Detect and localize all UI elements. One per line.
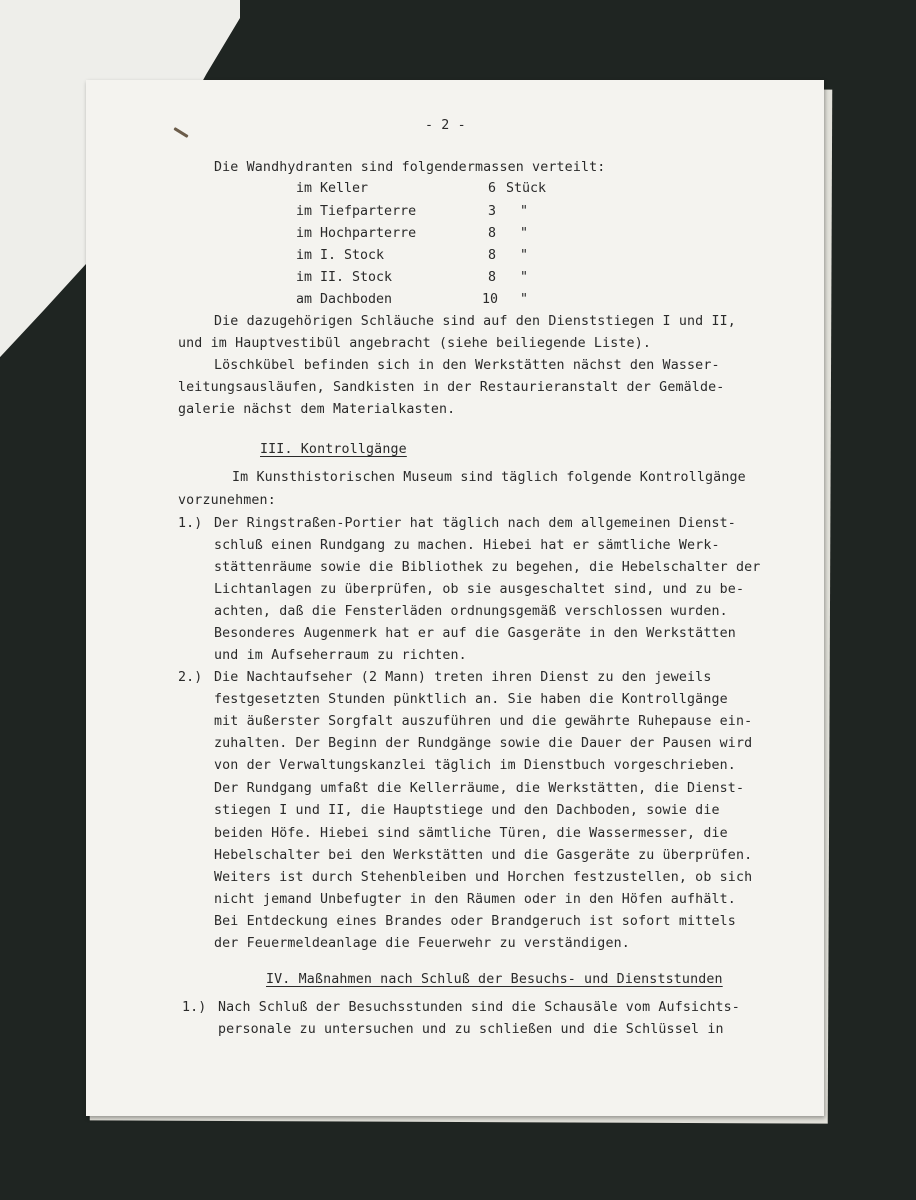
hydrant-unit: Stück	[506, 181, 547, 196]
hydrant-count: 8	[488, 248, 497, 263]
paragraph-line: leitungsausläufen, Sandkisten in der Restaurieranstalt der Gemälde-	[178, 380, 725, 395]
item-2-line: Weiters ist durch Stehenbleiben und Horchen festzustellen, ob sich	[214, 870, 753, 885]
list-marker: 2.)	[178, 670, 203, 685]
item-1-line: Lichtanlagen zu überprüfen, ob sie ausgeschaltet sind, und zu be-	[214, 582, 745, 597]
hydrant-count: 3	[488, 204, 497, 219]
item-3-line: personale zu untersuchen und zu schließen und die Schlüssel in	[218, 1022, 724, 1037]
hydrant-unit: "	[520, 204, 529, 219]
hydrant-unit: "	[520, 248, 529, 263]
hydrant-place: am Dachboden	[296, 292, 393, 307]
item-1-line: und im Aufseherraum zu richten.	[214, 648, 467, 663]
item-1-line: stättenräume sowie die Bibliothek zu begehen, die Hebelschalter der	[214, 560, 761, 575]
item-2-line: Bei Entdeckung eines Brandes oder Brandgeruch ist sofort mittels	[214, 914, 736, 929]
item-2-line: Der Rundgang umfaßt die Kellerräume, die Werkstätten, die Dienst-	[214, 781, 745, 796]
item-1-line: Der Ringstraßen-Portier hat täglich nach dem allgemeinen Dienst-	[214, 516, 736, 531]
item-2-line: beiden Höfe. Hiebei sind sämtliche Türen, die Wassermesser, die	[214, 826, 728, 841]
item-1-line: achten, daß die Fensterläden ordnungsgemäß verschlossen wurden.	[214, 604, 728, 619]
hydrant-place: im Tiefparterre	[296, 204, 417, 219]
hydrants-intro: Die Wandhydranten sind folgendermassen verteilt:	[214, 160, 606, 175]
hydrant-place: im II. Stock	[296, 270, 393, 285]
hydrant-place: im I. Stock	[296, 248, 385, 263]
item-1-line: Besonderes Augenmerk hat er auf die Gasgeräte in den Werkstätten	[214, 626, 736, 641]
paragraph-line: galerie nächst dem Materialkasten.	[178, 402, 456, 417]
item-2-line: der Feuermeldeanlage die Feuerwehr zu verständigen.	[214, 936, 630, 951]
item-2-line: nicht jemand Unbefugter in den Räumen oder in den Höfen aufhält.	[214, 892, 736, 907]
list-marker: 1.)	[182, 1000, 207, 1015]
item-2-line: Die Nachtaufseher (2 Mann) treten ihren Dienst zu den jeweils	[214, 670, 712, 685]
hydrant-place: im Keller	[296, 181, 369, 196]
section-3-intro: Im Kunsthistorischen Museum sind täglich folgende Kontrollgänge	[232, 470, 746, 485]
document-page	[86, 80, 824, 1116]
section-3-heading: III. Kontrollgänge	[260, 442, 407, 457]
hydrant-count: 8	[488, 270, 497, 285]
item-2-line: stiegen I und II, die Hauptstiege und den Dachboden, sowie die	[214, 803, 720, 818]
hydrant-count: 6	[488, 181, 497, 196]
hydrant-unit: "	[520, 292, 529, 307]
list-marker: 1.)	[178, 516, 203, 531]
hydrant-unit: "	[520, 226, 529, 241]
paragraph-line: Löschkübel befinden sich in den Werkstätten nächst den Wasser-	[214, 358, 720, 373]
hydrant-unit: "	[520, 270, 529, 285]
hydrant-place: im Hochparterre	[296, 226, 417, 241]
section-3-intro: vorzunehmen:	[178, 493, 276, 508]
item-2-line: von der Verwaltungskanzlei täglich im Dienstbuch vorgeschrieben.	[214, 758, 736, 773]
item-1-line: schluß einen Rundgang zu machen. Hiebei hat er sämtliche Werk-	[214, 538, 720, 553]
paragraph-line: und im Hauptvestibül angebracht (siehe beiliegende Liste).	[178, 336, 652, 351]
paragraph-line: Die dazugehörigen Schläuche sind auf den Dienststiegen I und II,	[214, 314, 736, 329]
hydrant-count: 8	[488, 226, 497, 241]
hydrant-count: 10	[482, 292, 499, 307]
item-2-line: festgesetzten Stunden pünktlich an. Sie haben die Kontrollgänge	[214, 692, 728, 707]
page-number: - 2 -	[425, 118, 466, 133]
item-2-line: mit äußerster Sorgfalt auszuführen und die gewährte Ruhepause ein-	[214, 714, 753, 729]
item-2-line: Hebelschalter bei den Werkstätten und die Gasgeräte zu überprüfen.	[214, 848, 753, 863]
item-3-line: Nach Schluß der Besuchsstunden sind die Schausäle vom Aufsichts-	[218, 1000, 740, 1015]
item-2-line: zuhalten. Der Beginn der Rundgänge sowie die Dauer der Pausen wird	[214, 736, 753, 751]
section-4-heading: IV. Maßnahmen nach Schluß der Besuchs- und Dienststunden	[266, 972, 723, 987]
